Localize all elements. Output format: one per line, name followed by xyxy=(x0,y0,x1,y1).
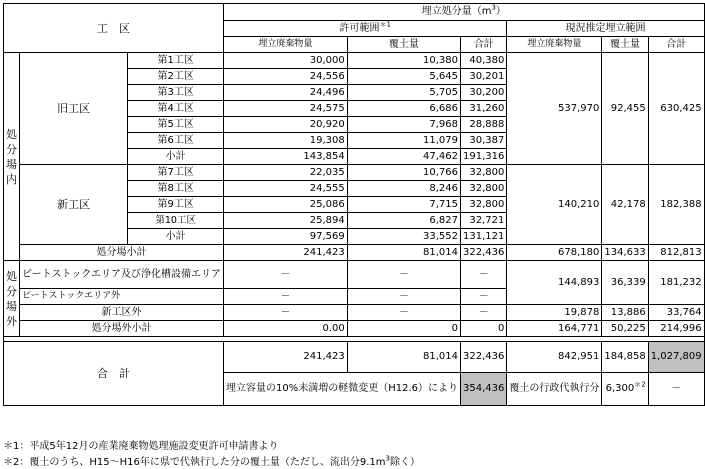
footnote-2: ＊2：覆土のうち、H15～H16年に県で代執行した分の覆土量（ただし、流出分$9.1m^3$除く） xyxy=(3,454,420,468)
total-value: 32,800 xyxy=(461,197,507,213)
inside-subtotal-landfill: 241,423 xyxy=(224,245,348,261)
dash: － xyxy=(224,289,348,305)
cover-value: 6,827 xyxy=(347,213,460,229)
permit-total-col: 合計 xyxy=(461,37,507,53)
grand-current-total: 1,027,809 xyxy=(648,342,704,373)
grand-cover: 81,014 xyxy=(347,342,460,373)
grand-total: 322,436 xyxy=(461,342,507,373)
landfill-value: 30,000 xyxy=(224,53,348,69)
grand-current-landfill: 842,951 xyxy=(507,342,602,373)
new-subtotal-total: 131,121 xyxy=(461,229,507,245)
zone-name: 第3工区 xyxy=(128,85,224,101)
outside-subtotal-current-total: 214,996 xyxy=(648,321,704,337)
total-value: 32,800 xyxy=(461,165,507,181)
grand-total-label: 合 計 xyxy=(4,342,224,406)
total-value: 30,200 xyxy=(461,85,507,101)
dash: － xyxy=(224,305,348,321)
cover-value: 5,645 xyxy=(347,69,460,85)
landfill-value: 25,086 xyxy=(224,197,348,213)
landfill-value: 25,894 xyxy=(224,213,348,229)
outside-subtotal-cover: 0 xyxy=(347,321,460,337)
current-landfill-col: 埋立廃棄物量 xyxy=(507,37,602,53)
new-current-total: 182,388 xyxy=(648,165,704,245)
total-value: 32,800 xyxy=(461,181,507,197)
cover-value: 10,380 xyxy=(347,53,460,69)
pit-outside-label: ピートストックエリア外 xyxy=(20,289,224,305)
outside-subtotal-landfill: 0.00 xyxy=(224,321,348,337)
inside-subtotal-cover: 81,014 xyxy=(347,245,460,261)
landfill-value: 24,496 xyxy=(224,85,348,101)
new-zone-label: 新工区 xyxy=(20,165,128,245)
new-outside-current-total: 33,764 xyxy=(648,305,704,321)
landfill-value: 24,555 xyxy=(224,181,348,197)
cover-value: 8,246 xyxy=(347,181,460,197)
zone-name: 第5工区 xyxy=(128,117,224,133)
dash: － xyxy=(461,305,507,321)
total-value: 28,888 xyxy=(461,117,507,133)
zone-name: 第10工区 xyxy=(128,213,224,229)
new-current-cover: 42,178 xyxy=(602,165,648,245)
dash: － xyxy=(347,305,460,321)
landfill-value: 24,575 xyxy=(224,101,348,117)
new-subtotal-cover: 33,552 xyxy=(347,229,460,245)
pit-tank-area-label: ピートストックエリア及び浄化槽設備エリア xyxy=(20,261,224,289)
admin-cover-value: $6,300^{*2}$ xyxy=(602,373,648,406)
old-current-total: 630,425 xyxy=(648,53,704,165)
cover-value: 10,766 xyxy=(347,165,460,181)
cover-value: 5,705 xyxy=(347,85,460,101)
permit-total-with-change: 354,436 xyxy=(461,373,507,406)
current-total-col: 合計 xyxy=(648,37,704,53)
pit-current-landfill: 144,893 xyxy=(507,261,602,305)
zone-name: 第4工区 xyxy=(128,101,224,117)
dash: － xyxy=(347,289,460,305)
new-outside-current-cover: 13,886 xyxy=(602,305,648,321)
zone-name: 第6工区 xyxy=(128,133,224,149)
total-value: 31,260 xyxy=(461,101,507,117)
landfill-value: 20,920 xyxy=(224,117,348,133)
landfill-volume-table xyxy=(3,3,705,406)
dash: － xyxy=(347,261,460,289)
koku-header: 工 区 xyxy=(4,4,224,53)
volume-header: 埋立処分量$(m^3)$ xyxy=(224,4,705,21)
zone-name: 第9工区 xyxy=(128,197,224,213)
landfill-value: 19,308 xyxy=(224,133,348,149)
new-current-landfill: 140,210 xyxy=(507,165,602,245)
footnote-1: ＊1：平成5年12月の産業廃棄物処理施設変更許可申請書より xyxy=(3,441,279,452)
dash: － xyxy=(461,289,507,305)
permit-cover-col: 覆土量 xyxy=(347,37,460,53)
cover-value: 6,686 xyxy=(347,101,460,117)
grand-current-cover: 184,858 xyxy=(602,342,648,373)
old-subtotal-label: 小計 xyxy=(128,149,224,165)
total-value: 30,201 xyxy=(461,69,507,85)
old-subtotal-total: 191,316 xyxy=(461,149,507,165)
inside-subtotal-current-cover: 134,633 xyxy=(602,245,648,261)
total-value: 40,380 xyxy=(461,53,507,69)
total-value: 30,387 xyxy=(461,133,507,149)
inside-label: 処 分 場 内 xyxy=(4,53,20,261)
cover-value: 11,079 xyxy=(347,133,460,149)
landfill-value: 24,556 xyxy=(224,69,348,85)
new-outside-current-landfill: 19,878 xyxy=(507,305,602,321)
outside-subtotal-total: 0 xyxy=(461,321,507,337)
outside-subtotal-current-cover: 50,225 xyxy=(602,321,648,337)
grand-landfill: 241,423 xyxy=(224,342,348,373)
pit-current-cover: 36,339 xyxy=(602,261,648,305)
permit-range-header: 許可範囲$^{*1}$ xyxy=(224,21,507,37)
outside-label: 処 分 場 外 xyxy=(4,261,20,337)
outside-subtotal-current-landfill: 164,771 xyxy=(507,321,602,337)
new-outside-label: 新工区外 xyxy=(20,305,224,321)
zone-name: 第2工区 xyxy=(128,69,224,85)
permit-landfill-col: 埋立廃棄物量 xyxy=(224,37,348,53)
cover-value: 7,968 xyxy=(347,117,460,133)
total-value: 32,721 xyxy=(461,213,507,229)
zone-name: 第1工区 xyxy=(128,53,224,69)
dash: － xyxy=(461,261,507,289)
admin-cover-label: 覆土の行政代執行分 xyxy=(507,373,602,406)
small-change-note: 埋立容量の10%未満増の軽微変更（H12.6）により xyxy=(224,373,461,406)
inside-subtotal-current-total: 812,813 xyxy=(648,245,704,261)
landfill-value: 22,035 xyxy=(224,165,348,181)
dash: － xyxy=(648,373,704,406)
zone-name: 第8工区 xyxy=(128,181,224,197)
new-subtotal-label: 小計 xyxy=(128,229,224,245)
inside-subtotal-label: 処分場小計 xyxy=(20,245,224,261)
new-subtotal-landfill: 97,569 xyxy=(224,229,348,245)
zone-name: 第7工区 xyxy=(128,165,224,181)
old-current-landfill: 537,970 xyxy=(507,53,602,165)
pit-current-total: 181,232 xyxy=(648,261,704,305)
current-range-header: 現況推定埋立範囲 xyxy=(507,21,704,37)
inside-subtotal-current-landfill: 678,180 xyxy=(507,245,602,261)
dash: － xyxy=(224,261,348,289)
old-current-cover: 92,455 xyxy=(602,53,648,165)
current-cover-col: 覆土量 xyxy=(602,37,648,53)
old-subtotal-cover: 47,462 xyxy=(347,149,460,165)
inside-subtotal-total: 322,436 xyxy=(461,245,507,261)
cover-value: 7,715 xyxy=(347,197,460,213)
old-subtotal-landfill: 143,854 xyxy=(224,149,348,165)
outside-subtotal-label: 処分場外小計 xyxy=(20,321,224,337)
old-zone-label: 旧工区 xyxy=(20,53,128,165)
